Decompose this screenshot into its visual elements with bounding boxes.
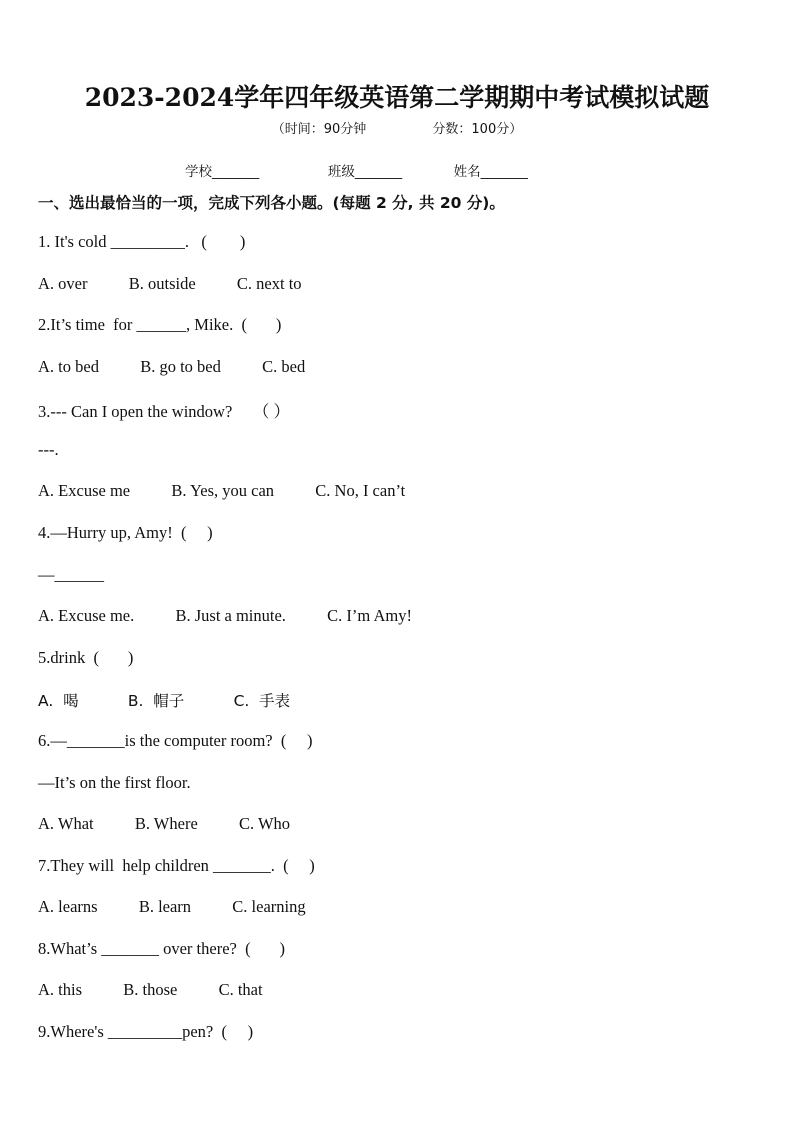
question-6: 6.—_______is the computer room? ( ) — [38, 731, 313, 750]
exam-time-score: （时间：90分钟 分数：100分） — [271, 122, 523, 137]
question-8: 8.What’s _______ over there? ( ) — [38, 939, 285, 958]
question-3-answer-line: ---. — [38, 440, 59, 459]
section-heading: 一、选出最恰当的一项，完成下列各小题。(每题 2 分, 共 20 分)。 — [38, 194, 505, 212]
question-4-options: A. Excuse me. B. Just a minute. C. I’m Amy! — [38, 606, 412, 625]
question-5: 5.drink ( ) — [38, 648, 134, 667]
question-2-options: A. to bed B. go to bed C. bed — [38, 357, 306, 376]
question-3: 3.--- Can I open the window? （ ） — [38, 402, 291, 421]
question-9: 9.Where's _________pen? ( ) — [38, 1022, 254, 1041]
question-5-options: A. 喝 B. 帽子 C. 手表 — [38, 692, 291, 710]
question-1-options: A. over B. outside C. next to — [38, 274, 302, 293]
question-7: 7.They will help children _______. ( ) — [38, 856, 315, 875]
question-4: 4.—Hurry up, Amy! ( ) — [38, 523, 213, 542]
question-6-options: A. What B. Where C. Who — [38, 814, 291, 833]
question-3-options: A. Excuse me B. Yes, you can C. No, I can’t — [38, 481, 406, 500]
question-8-options: A. this B. those C. that — [38, 980, 263, 999]
question-7-options: A. learns B. learn C. learning — [38, 897, 306, 916]
page-title: 2023-2024学年四年级英语第二学期期中考试模拟试题 — [84, 83, 710, 112]
student-info-line: 学校_______ 班级_______ 姓名_______ — [185, 164, 528, 180]
question-1: 1. It's cold _________. ( ) — [38, 232, 246, 251]
question-4-answer-line: —______ — [38, 565, 104, 584]
question-2: 2.It’s time for ______, Mike. ( ) — [38, 315, 282, 334]
question-6-answer-line: —It’s on the first floor. — [38, 773, 191, 792]
